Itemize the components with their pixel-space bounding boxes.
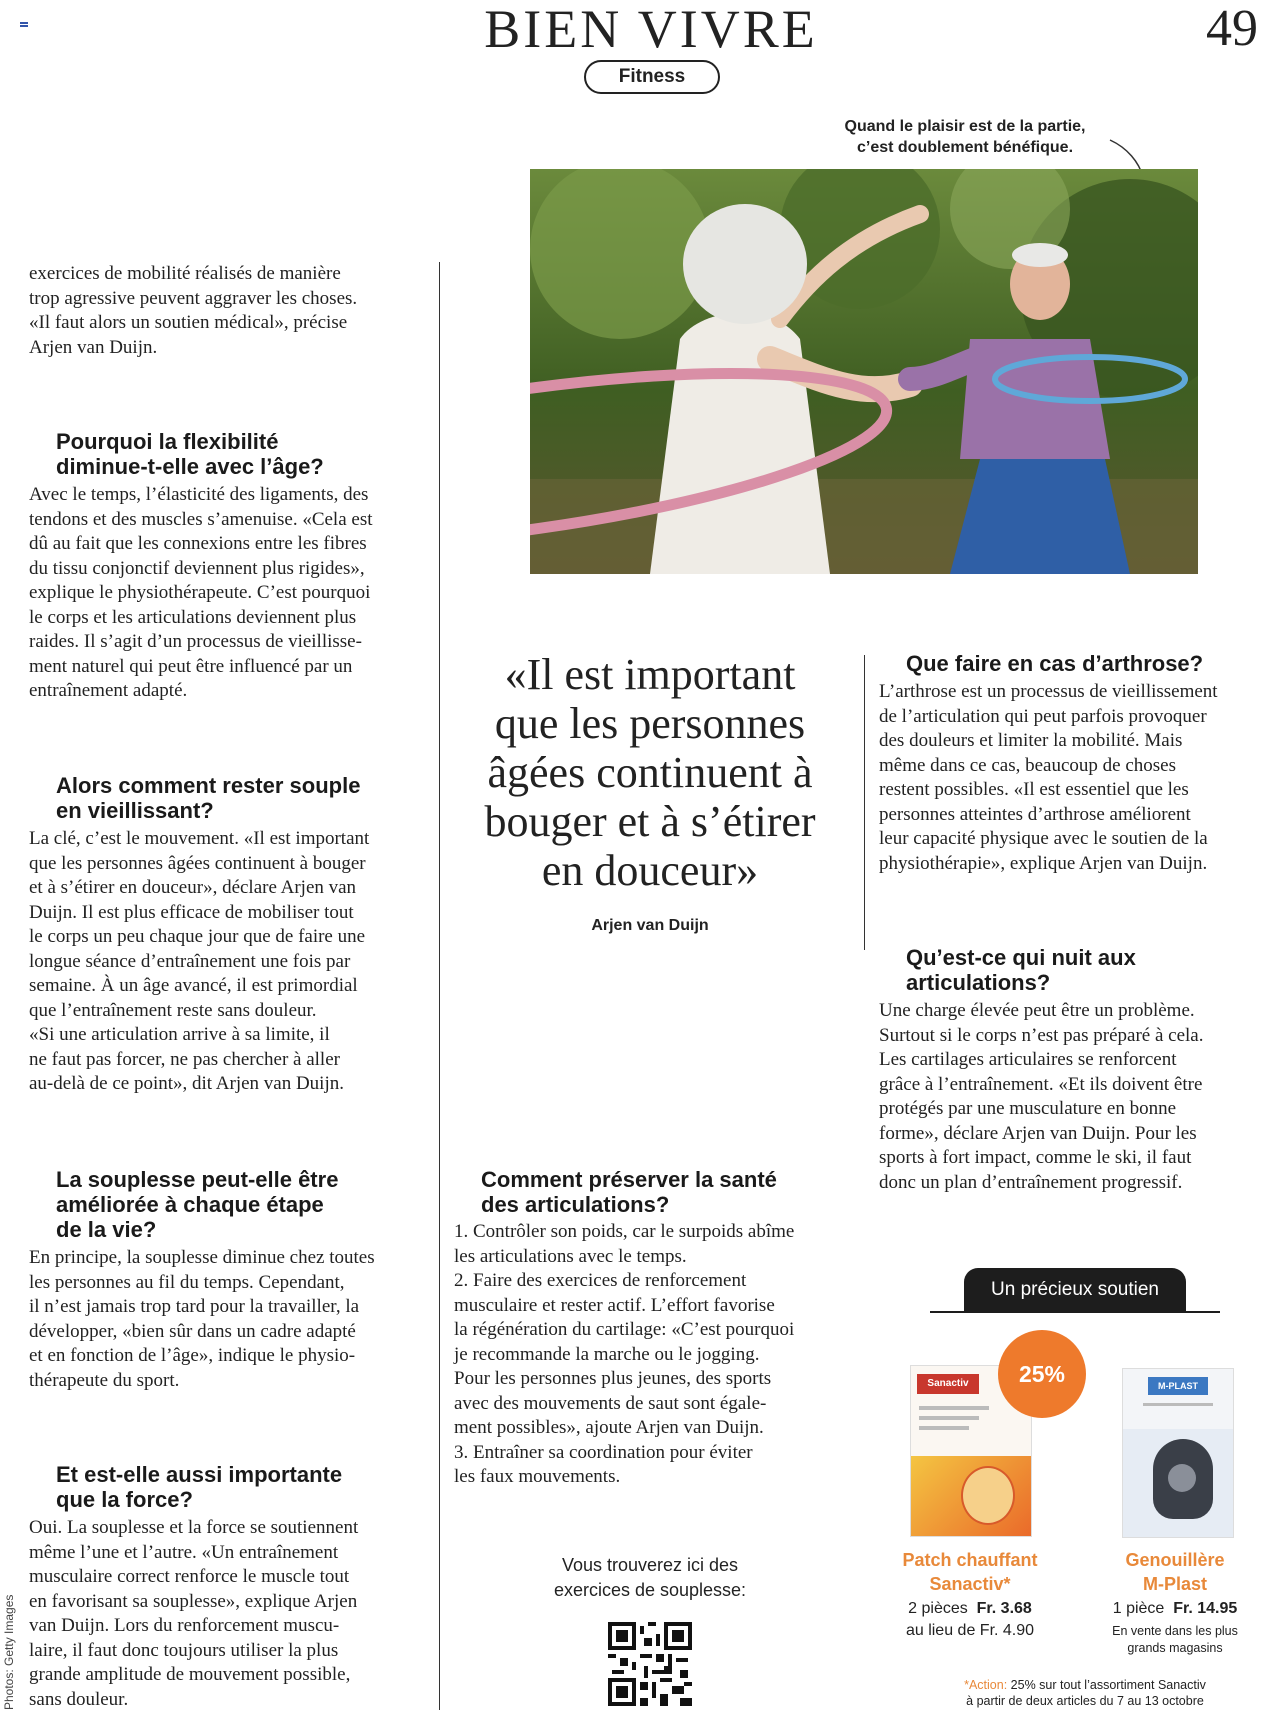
heading-strength: Et est-elle aussi importante que la force? [56, 1462, 343, 1512]
column-divider [439, 262, 440, 1710]
paragraph-arthrosis: L’arthrose est un processus de vieillissement de l’articulation qui peut parfois provoquer des douleurs et limiter la mobilité. Mais même dans ce cas, beaucoup de choses restent possibles. «Il est essentiel que les personnes atteintes d’arthrose améliorent leur capacité physique avec le soutien de la physiothérapie», explique Arjen van Duijn. [879, 681, 1218, 874]
paragraph-strength: Oui. La souplesse et la force se soutiennent même l’une et l’autre. «Un entraînement musculaire correct renforce le muscle tout en favorisant sa souplesse», explique Arjen van Duijn. Lors du renforcement muscu- laire, il faut donc toujours utiliser la plus grande amplitude de mouvement possible, sans douleur. [29, 1517, 359, 1710]
photo-caption: Quand le plaisir est de la partie, c’est doublement bénéfique. [844, 118, 1086, 156]
product-image-mplast[interactable] [1122, 1368, 1234, 1538]
discount-badge: 25% [998, 1330, 1086, 1418]
product-name-mplast[interactable]: Genouillère M-Plast [1125, 1550, 1225, 1594]
product-price-mplast: 1 pièce Fr. 14.95 [1112, 1600, 1238, 1617]
promo-footnote: *Action: 25% sur tout l’assortiment Sanactiv à partir de deux articles du 7 au 13 octobre [964, 1678, 1206, 1708]
heading-arthrosis: Que faire en cas d’arthrose? [906, 651, 1204, 676]
promo-title: Un précieux soutien [964, 1268, 1186, 1312]
promo-divider [930, 1311, 1220, 1313]
photo-credit: Photos: Getty Images [2, 1594, 16, 1710]
pull-quote: «Il est important que les personnes âgées continuent à bouger et à s’étirer en douceur» [484, 650, 816, 895]
intro-paragraph: exercices de mobilité réalisés de manière trop agressive peuvent aggraver les choses. «Il faut alors un soutien médical», précise Arjen van Duijn. [29, 263, 358, 358]
heading-flexibility-age: Pourquoi la flexibilité diminue-t-elle avec l’âge? [56, 429, 324, 479]
product-price-sanactiv: 2 pièces Fr. 3.68 au lieu de Fr. 4.90 [905, 1600, 1035, 1639]
quote-author: Arjen van Duijn [591, 917, 709, 934]
paragraph-improve-flexibility: En principe, la souplesse diminue chez toutes les personnes au fil du temps. Cependant, il n’est jamais trop tard pour la travailler, la développer, «bien sûr dans un cadre adapté et en fonction de l’âge», indique le physio- thérapeute du sport. [29, 1247, 375, 1391]
list-joint-health: 1. Contrôler son poids, car le surpoids abîme les articulations avec le temps. 2. Faire des exercices de renforcement musculaire et rester actif. L’effort favorise la régénération du cartilage: «C’est pourquoi je recommande la marche ou le jogging. Pour les personnes plus jeunes, des sports avec des mouvements de saut sont égale- ment possibles», ajoute Arjen van Duijn. 3. Entraîner sa coordination pour éviter les faux mouvements. [454, 1221, 795, 1487]
qr-code-icon[interactable] [608, 1622, 692, 1706]
paragraph-joint-harm: Une charge élevée peut être un problème. Surtout si le corps n’est pas préparé à cela. Les cartilages articulaires se renforcent grâce à l’entraînement. «Et ils doivent être protégés par une musculature en bonne forme», déclare Arjen van Duijn. Pour les sports à fort impact, comme le ski, il faut donc un plan d’entraînement progressif. [879, 1000, 1204, 1193]
heading-stay-flexible: Alors comment rester souple en vieillissant? [56, 773, 361, 823]
page-number: 49 [1206, 0, 1258, 57]
paragraph-flexibility-age: Avec le temps, l’élasticité des ligaments, des tendons et des muscles s’amenuise. «Cela est dû au fait que les connexions entre les fibres du tissu conjonctif deviennent plus rigides», explique le physiothérapeute. C’est pourquoi le corps et les articulations deviennent plus raides. Il s’agit d’un processus de vieillisse- ment naturel qui peut être influencé par un entraînement adapté. [29, 484, 373, 701]
heading-joint-harm: Qu’est-ce qui nuit aux articulations? [906, 945, 1136, 995]
heading-joint-health: Comment préserver la santé des articulations? [481, 1167, 777, 1217]
heading-improve-flexibility: La souplesse peut-elle être améliorée à chaque étape de la vie? [56, 1167, 339, 1242]
qr-caption: Vous trouverez ici des exercices de souplesse: [553, 1555, 747, 1600]
column-divider [864, 655, 865, 950]
paragraph-stay-flexible: La clé, c’est le mouvement. «Il est important que les personnes âgées continuent à bouger et à s’étirer en douceur», déclare Arjen van Duijn. Il est plus efficace de mobiliser tout le corps un peu chaque jour que de faire une longue séance d’entraînement une fois par semaine. À un âge avancé, il est primordial que l’entraînement reste sans douleur. «Si une articulation arrive à sa limite, il ne faut pas forcer, ne pas chercher à aller au-delà de ce point», dit Arjen van Duijn. [29, 828, 370, 1094]
hero-photo [530, 169, 1198, 574]
page-title: BIEN VIVRE [484, 0, 818, 59]
product-availability-note: En vente dans les plus grands magasins [1112, 1624, 1238, 1655]
product-box-brand: M-PLAST [1148, 1377, 1208, 1395]
product-box-brand: Sanactiv [917, 1374, 979, 1394]
product-name-sanactiv[interactable]: Patch chauffant Sanactiv* [902, 1550, 1038, 1594]
section-badge: Fitness [584, 60, 720, 94]
